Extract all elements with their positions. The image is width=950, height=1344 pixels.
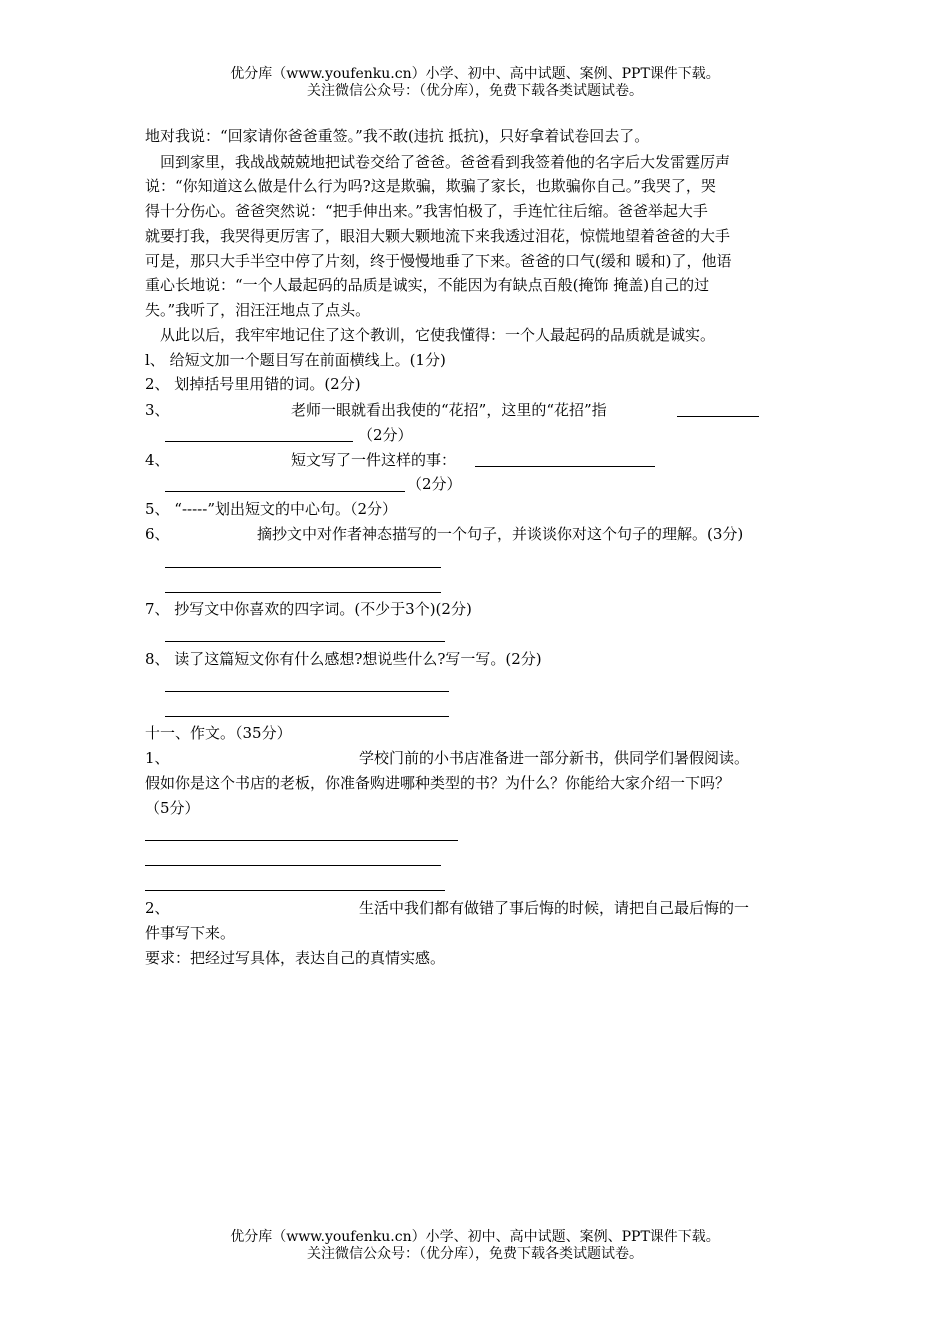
question-3-text: 老师一眼就看出我使的“花招”，这里的“花招”指 (291, 401, 607, 419)
answer-line[interactable] (165, 716, 449, 717)
answer-line[interactable] (165, 641, 445, 642)
answer-line[interactable] (145, 890, 445, 891)
composition-1-score: （5分） (145, 799, 200, 817)
question-1: l、 给短文加一个题目写在前面横线上。(1分) (145, 351, 446, 369)
page-footer (0, 1229, 950, 1263)
composition-2-requirement: 要求：把经过写具体，表达自己的真情实感。 (145, 949, 446, 967)
question-2: 2、 划掉括号里用错的词。(2分) (145, 375, 361, 393)
question-3-number: 3、 (145, 401, 170, 419)
passage-line: 回到家里，我战战兢兢地把试卷交给了爸爸。爸爸看到我签着他的名字后大发雷霆厉声 (160, 153, 731, 171)
passage-line: 可是，那只大手半空中停了片刻，终于慢慢地垂了下来。爸爸的口气(缓和 暖和)了，他语 (145, 252, 732, 270)
question-4-text: 短文写了一件这样的事： (291, 451, 457, 469)
composition-2-number: 2、 (145, 899, 170, 917)
question-6-text: 摘抄文中对作者神态描写的一个句子，并谈谈你对这个句子的理解。(3分) (257, 525, 744, 543)
footer-line-2: 关注微信公众号：（优分库），免费下载各类试题试卷。 (307, 1246, 643, 1262)
answer-line[interactable] (475, 466, 655, 467)
question-6 (145, 522, 810, 547)
passage-line: 就要打我，我哭得更厉害了，眼泪大颗大颗地流下来我透过泪花，惊慌地望着爸爸的大手 (145, 227, 731, 245)
answer-line[interactable] (165, 441, 353, 442)
question-4-number: 4、 (145, 451, 170, 469)
composition-2-line-2: 件事写下来。 (145, 924, 236, 942)
composition-2 (145, 896, 810, 921)
passage-line: 说：“你知道这么做是什么行为吗?这是欺骗，欺骗了家长，也欺骗你自己。”我哭了，哭 (145, 177, 716, 195)
passage-line: 失。”我听了，泪汪汪地点了点头。 (145, 301, 371, 319)
composition-title: 十一、作文。（35分） (145, 724, 292, 742)
question-7: 7、 抄写文中你喜欢的四字词。(不少于3个)(2分) (145, 600, 472, 618)
question-4-score: （2分） (407, 475, 462, 493)
composition-1-number: 1、 (145, 749, 170, 767)
answer-line[interactable] (165, 567, 441, 568)
footer-line-1: 优分库（www.youfenku.cn）小学、初中、高中试题、案例、PPT课件下载。 (230, 1229, 720, 1245)
question-6-number: 6、 (145, 525, 170, 543)
composition-1-line-2: 假如你是这个书店的老板，你准备购进哪种类型的书？为什么？你能给大家介绍一下吗？ (145, 774, 731, 792)
passage-line: 从此以后，我牢牢地记住了这个教训，它使我懂得：一个人最起码的品质就是诚实。 (160, 326, 716, 344)
header-line-1: 优分库（www.youfenku.cn）小学、初中、高中试题、案例、PPT课件下载。 (230, 66, 720, 82)
question-8: 8、 读了这篇短文你有什么感想?想说些什么?写一写。(2分) (145, 650, 542, 668)
composition-1 (145, 746, 810, 771)
passage-line: 重心长地说：“一个人最起码的品质是诚实，不能因为有缺点百般(掩饰 掩盖)自己的过 (145, 276, 710, 294)
answer-line[interactable] (145, 840, 458, 841)
page-header (0, 66, 950, 100)
question-3 (145, 398, 810, 423)
composition-2-text: 生活中我们都有做错了事后悔的时候，请把自己最后悔的一 (359, 899, 750, 917)
question-4 (145, 448, 810, 473)
question-5: 5、 “-----”划出短文的中心句。（2分） (145, 500, 398, 518)
answer-line[interactable] (145, 865, 441, 866)
answer-line[interactable] (165, 691, 449, 692)
answer-line[interactable] (165, 491, 405, 492)
answer-line[interactable] (677, 416, 759, 417)
header-line-2: 关注微信公众号：（优分库），免费下载各类试题试卷。 (307, 83, 643, 99)
passage-line: 得十分伤心。爸爸突然说：“把手伸出来。”我害怕极了，手连忙往后缩。爸爸举起大手 (145, 202, 708, 220)
question-3-score: （2分） (358, 426, 413, 444)
answer-line[interactable] (165, 592, 441, 593)
passage-line: 地对我说：“回家请你爸爸重签。”我不敢(违抗 抵抗)，只好拿着试卷回去了。 (145, 127, 650, 145)
composition-1-text: 学校门前的小书店准备进一部分新书，供同学们暑假阅读。 (359, 749, 750, 767)
